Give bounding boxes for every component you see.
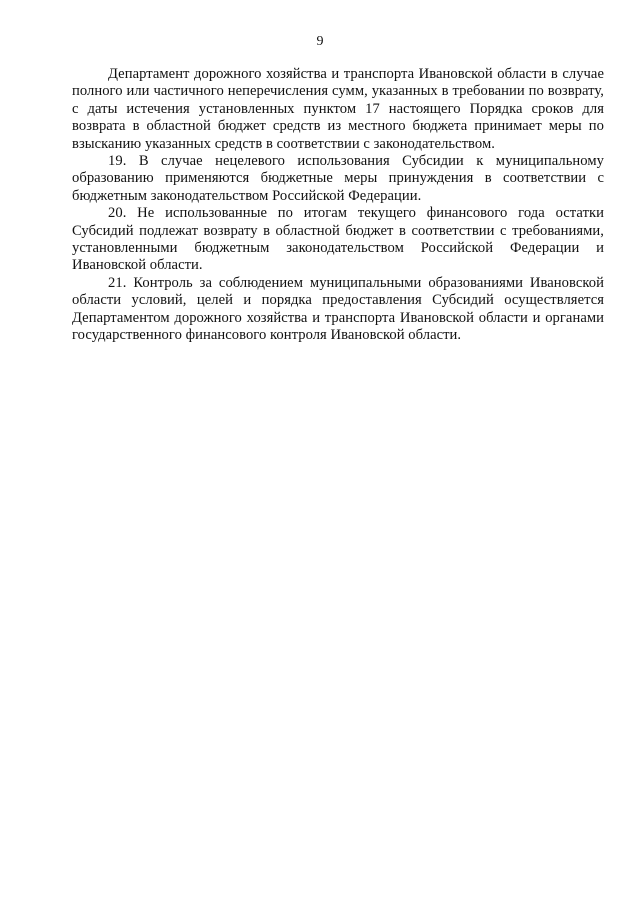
document-body [72,66,604,345]
paragraph-21-control: 21. Контроль за соблюдением муниципальными образованиями Ивановской области условий, целей и порядка предоставления Субсидий осуществляется Департаментом дорожного хозяйства и транспорта Ивановской области и органами государственного финансового контроля Ивановской области. [72,274,604,344]
paragraph-20-unused-balances: 20. Не использованные по итогам текущего финансового года остатки Субсидий подлежат возврату в областной бюджет в соответствии с требованиями, установленными бюджетным законодательством Российской Федерации и Ивановской области. [72,205,604,274]
paragraph-department-recovery: Департамент дорожного хозяйства и транспорта Ивановской области в случае полного или частичного неперечисления сумм, указанных в требовании по возврату, с даты истечения установленных пунктом 17 настоящего Порядка сроков для возврата в областной бюджет средств из местного бюджета принимает меры по взысканию указанных средств в соответствии с законодательством. [72,66,604,152]
page-number: 9 [316,34,324,49]
paragraph-19-misuse: 19. В случае нецелевого использования Субсидии к муниципальному образованию применяются бюджетные меры принуждения в соответствии с бюджетным законодательством Российской Федерации. [72,153,604,204]
